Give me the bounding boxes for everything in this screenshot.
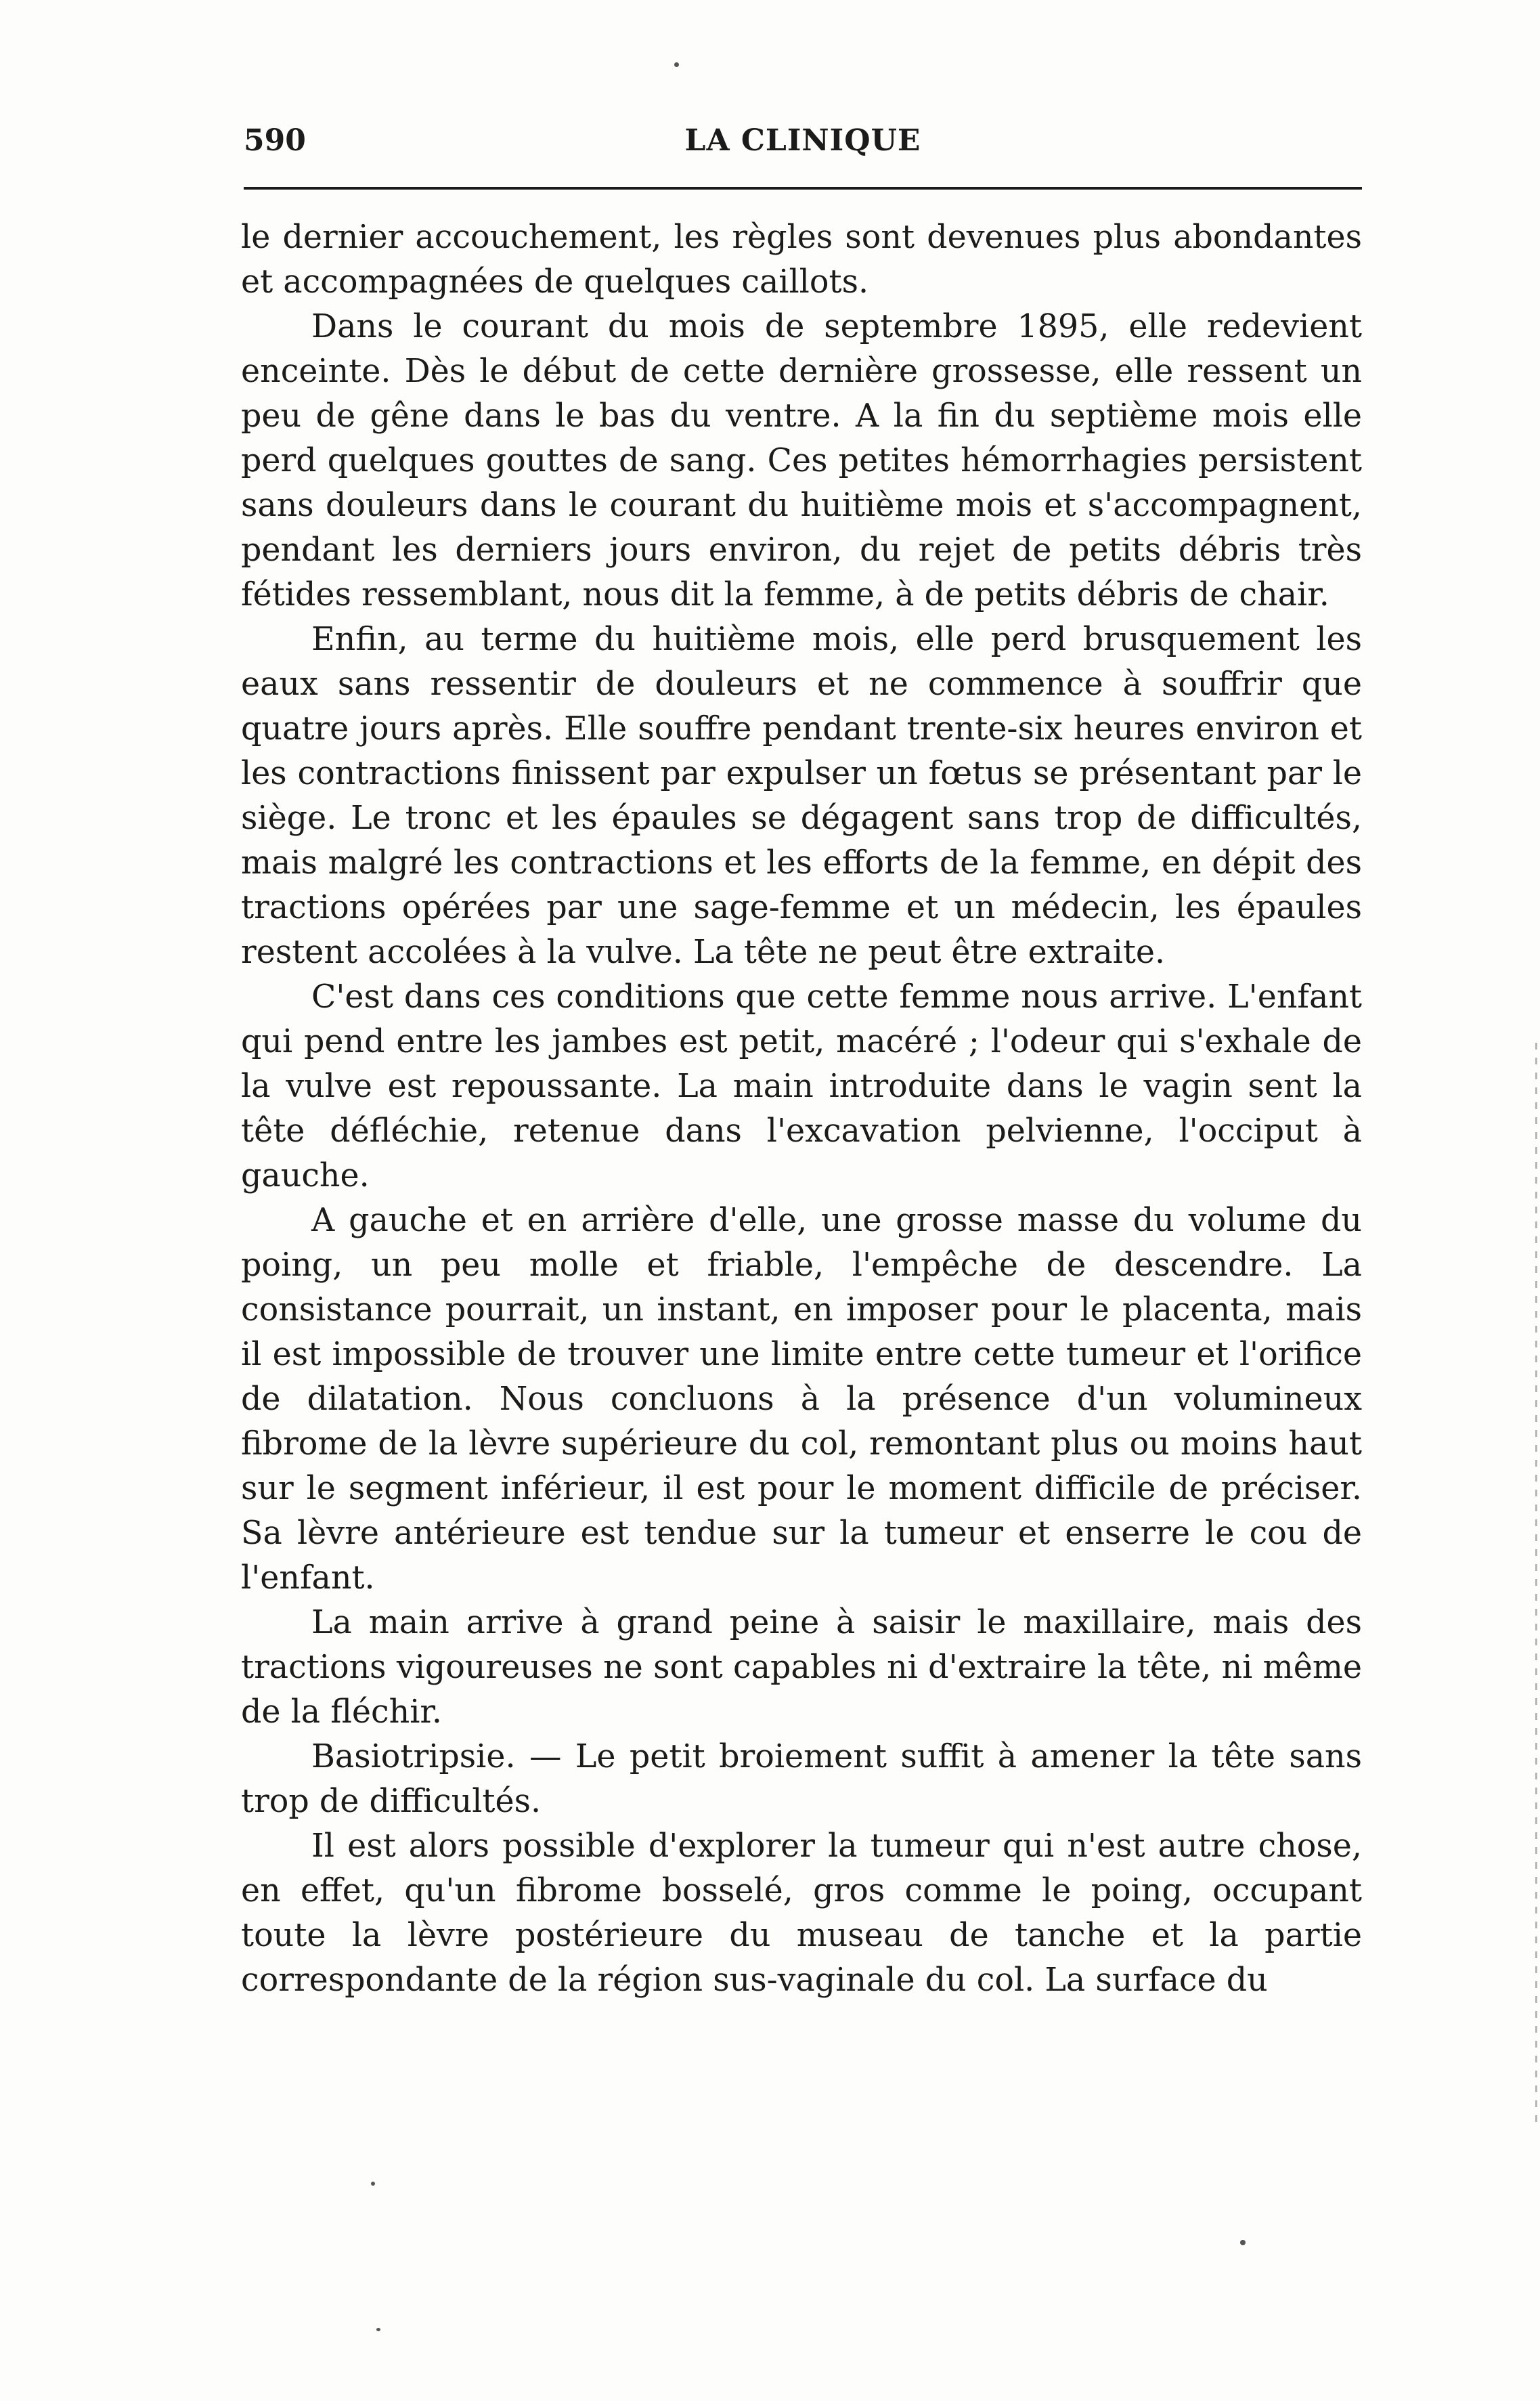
header-rule <box>244 187 1362 190</box>
paragraph-8: Il est alors possible d'explorer la tumeur qui n'est autre chose, en effet, qu'un fibrome bosselé, gros comme le poing, occupant toute la lèvre postérieure du museau de tanche et la partie correspondante de la région sus-vaginale du col. La surface du <box>241 1827 1362 1999</box>
running-title: LA CLINIQUE <box>684 123 921 158</box>
paragraph-4: C'est dans ces conditions que cette femme nous arrive. L'enfant qui pend entre les jambes est petit, macéré ; l'odeur qui s'exhale de la vulve est repoussante. La main introduite dans le vagin sent la tête défléchie, retenue dans l'excavation pelvienne, l'occiput à gauche. <box>241 978 1362 1194</box>
page-header <box>244 121 1362 168</box>
scan-edge-line <box>1535 1043 1537 2126</box>
paragraph-1: le dernier accouchement, les règles sont devenues plus abondantes et accompagnées de quelques caillots. <box>241 219 1362 301</box>
paragraph-5: A gauche et en arrière d'elle, une grosse masse du volume du poing, un peu molle et friable, l'empêche de descendre. La consistance pourrait, un instant, en imposer pour le placenta, mais il est impossible de trouver une limite entre cette tumeur et l'orifice de dilatation. Nous concluons à la présence d'un volumineux fibrome de la lèvre supérieure du col, remontant plus ou moins haut sur le segment inférieur, il est pour le moment difficile de préciser. Sa lèvre antérieure est tendue sur la tumeur et enserre le cou de l'enfant. <box>241 1202 1362 1597</box>
paragraph-2: Dans le courant du mois de septembre 1895, elle redevient enceinte. Dès le début de cette dernière grossesse, elle ressent un peu de gêne dans le bas du ventre. A la fin du septième mois elle perd quelques gouttes de sang. Ces petites hémorrhagies persistent sans douleurs dans le courant du huitième mois et s'accompagnent, pendant les derniers jours environ, du rejet de petits débris très fétides ressemblant, nous dit la femme, à de petits débris de chair. <box>241 308 1362 613</box>
paragraph-6: La main arrive à grand peine à saisir le maxillaire, mais des tractions vigoureuses ne sont capables ni d'extraire la tête, ni même de la fléchir. <box>241 1604 1362 1731</box>
scan-speck <box>1240 2240 1246 2245</box>
paragraph-3: Enfin, au terme du huitième mois, elle perd brusquement les eaux sans ressentir de douleurs et ne commence à souffrir que quatre jours après. Elle souffre pendant trente-six heures environ et les contractions finissent par expulser un fœtus se présentant par le siège. Le tronc et les épaules se dégagent sans trop de difficultés, mais malgré les contractions et les efforts de la femme, en dépit des tractions opérées par une sage-femme et un médecin, les épaules restent accolées à la vulve. La tête ne peut être extraite. <box>241 621 1362 971</box>
page-number: 590 <box>244 123 306 158</box>
scan-speck <box>376 2328 380 2331</box>
scan-speck <box>371 2182 375 2186</box>
scan-speck <box>674 62 679 67</box>
body-text <box>241 215 1362 2003</box>
paragraph-7: Basiotripsie. — Le petit broiement suffit à amener la tête sans trop de difficultés. <box>241 1738 1362 1820</box>
